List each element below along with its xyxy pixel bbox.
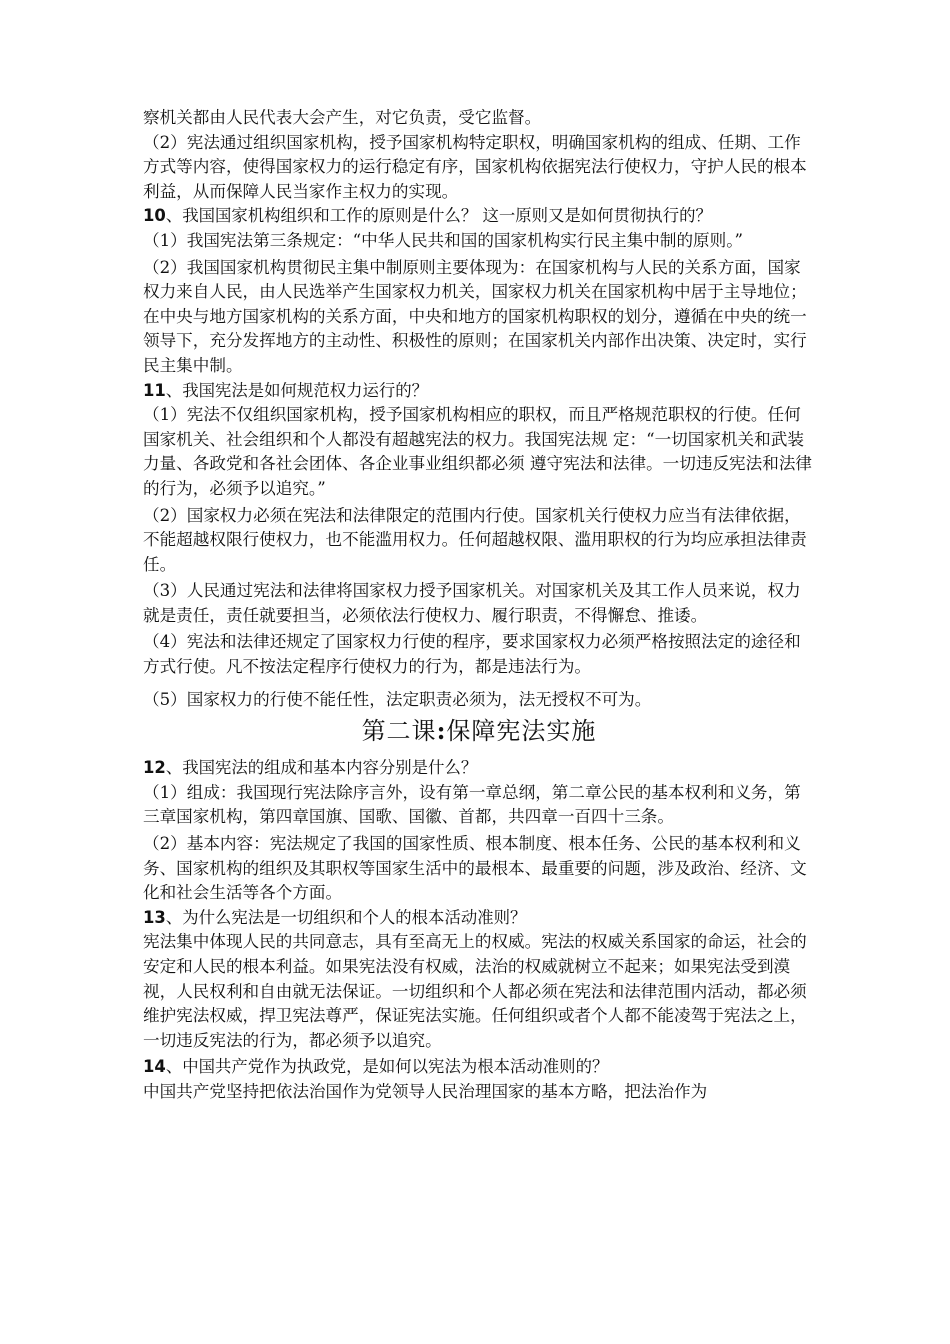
answer-paragraph: 宪法集中体现人民的共同意志，具有至高无上的权威。宪法的权威关系国家的命运，社会的安定和人民的根本利益。如果宪法没有权威，法治的权威就树立不起来；如果宪法受到漠视，人民权利和自由就无法保证。一切组织和个人都必须在宪法和法律范围内活动，都必须维护宪法权威，捍卫宪法尊严，保证宪法实施。任何组织或者个人都不能凌驾于宪法之上，一切违反宪法的行为，都必须予以追究。 (143, 932, 807, 1050)
question-text: 、中国共产党作为执政党，是如何以宪法为根本活动准则的？ (165, 1057, 609, 1077)
answer-paragraph: （1）我国宪法第三条规定：“中华人民共和国的国家机构实行民主集中制的原则。” (143, 230, 744, 250)
answer-paragraph: （1）组成：我国现行宪法除序言外，设有第一章总纲，第二章公民的基本权利和义务，第三章国家机构，第四章国旗、国歌、国徽、首都，共四章一百四十三条。 (143, 782, 801, 827)
question-heading (143, 756, 815, 781)
answer-paragraph: （2）我国国家机构贯彻民主集中制原则主要体现为：在国家机构与人民的关系方面，国家权力来自人民，由人民选举产生国家权力机关，国家权力机关在国家机构中居于主导地位；在中央与地方国家机构的关系方面，中央和地方的国家机构职权的划分，遵循在中央的统一领导下，充分发挥地方的主动性、积极性的原则；在国家机关内部作出决策、决定时，实行民主集中制。 (143, 257, 807, 375)
question-text: 、为什么宪法是一切组织和个人的根本活动准则？ (165, 907, 527, 927)
chapter-title-part: 第二课 (361, 717, 437, 746)
question-heading (143, 1055, 815, 1080)
question-text: 、我国宪法的组成和基本内容分别是什么？ (165, 758, 478, 778)
question-heading (143, 379, 815, 404)
answer-paragraph: （2）基本内容：宪法规定了我国的国家性质、根本制度、根本任务、公民的基本权利和义务、国家机构的组织及其职权等国家生活中的最根本、最重要的问题，涉及政治、经济、文化和社会生活等各个方面。 (143, 834, 807, 903)
question-text: 、我国国家机构组织和工作的原则是什么？ 这一原则又是如何贯彻执行的？ (165, 206, 712, 226)
document-page (143, 106, 815, 1105)
chapter-title-part: 保障宪法实施 (446, 717, 597, 746)
question-heading (143, 204, 815, 229)
question-number: 10 (143, 206, 166, 226)
answer-paragraph: （4）宪法和法律还规定了国家权力行使的程序，要求国家权力必须严格按照法定的途径和方式行使。凡不按法定程序行使权力的行为，都是违法行为。 (143, 632, 801, 677)
paragraph: （2）宪法通过组织国家机构，授予国家机构特定职权，明确国家机构的组成、任期、工作方式等内容，使得国家权力的运行稳定有序，国家机构依据宪法行使权力，守护人民的根本利益，从而保障人民当家作主权力的实现。 (143, 132, 807, 201)
answer-paragraph: （3）人民通过宪法和法律将国家权力授予国家机关。对国家机关及其工作人员来说，权力就是责任，责任就要担当，必须依法行使权力、履行职责，不得懈怠、推诿。 (143, 581, 801, 625)
chapter-title-colon: : (436, 716, 447, 746)
answer-paragraph: 中国共产党坚持把依法治国作为党领导人民治理国家的基本方略，把法治作为 (143, 1081, 708, 1101)
question-number: 11 (143, 380, 166, 400)
paragraph: 察机关都由人民代表大会产生，对它负责，受它监督。 (143, 108, 542, 127)
question-number: 13 (143, 907, 166, 927)
answer-paragraph: （1）宪法不仅组织国家机构，授予国家机构相应的职权，而且严格规范职权的行使。任何国家机关、社会组织和个人都没有超越宪法的权力。我国宪法规 定：“一切国家机关和武装力量、各政党和各社会团体、各企业事业组织都必须 遵守宪法和法律。一切违反宪法和法律的行为，必须予以追究。” (143, 405, 813, 498)
answer-paragraph: （2）国家权力必须在宪法和法律限定的范围内行使。国家机关行使权力应当有法律依据，不能超越权限行使权力，也不能滥用权力。任何超越权限、滥用职权的行为均应承担法律责任。 (143, 505, 807, 574)
answer-paragraph: （5）国家权力的行使不能任性，法定职责必须为，法无授权不可为。 (143, 689, 652, 709)
question-number: 14 (143, 1057, 166, 1077)
question-number: 12 (143, 758, 166, 778)
question-heading (143, 906, 815, 931)
chapter-title (143, 716, 815, 746)
question-text: 、我国宪法是如何规范权力运行的？ (165, 380, 429, 400)
